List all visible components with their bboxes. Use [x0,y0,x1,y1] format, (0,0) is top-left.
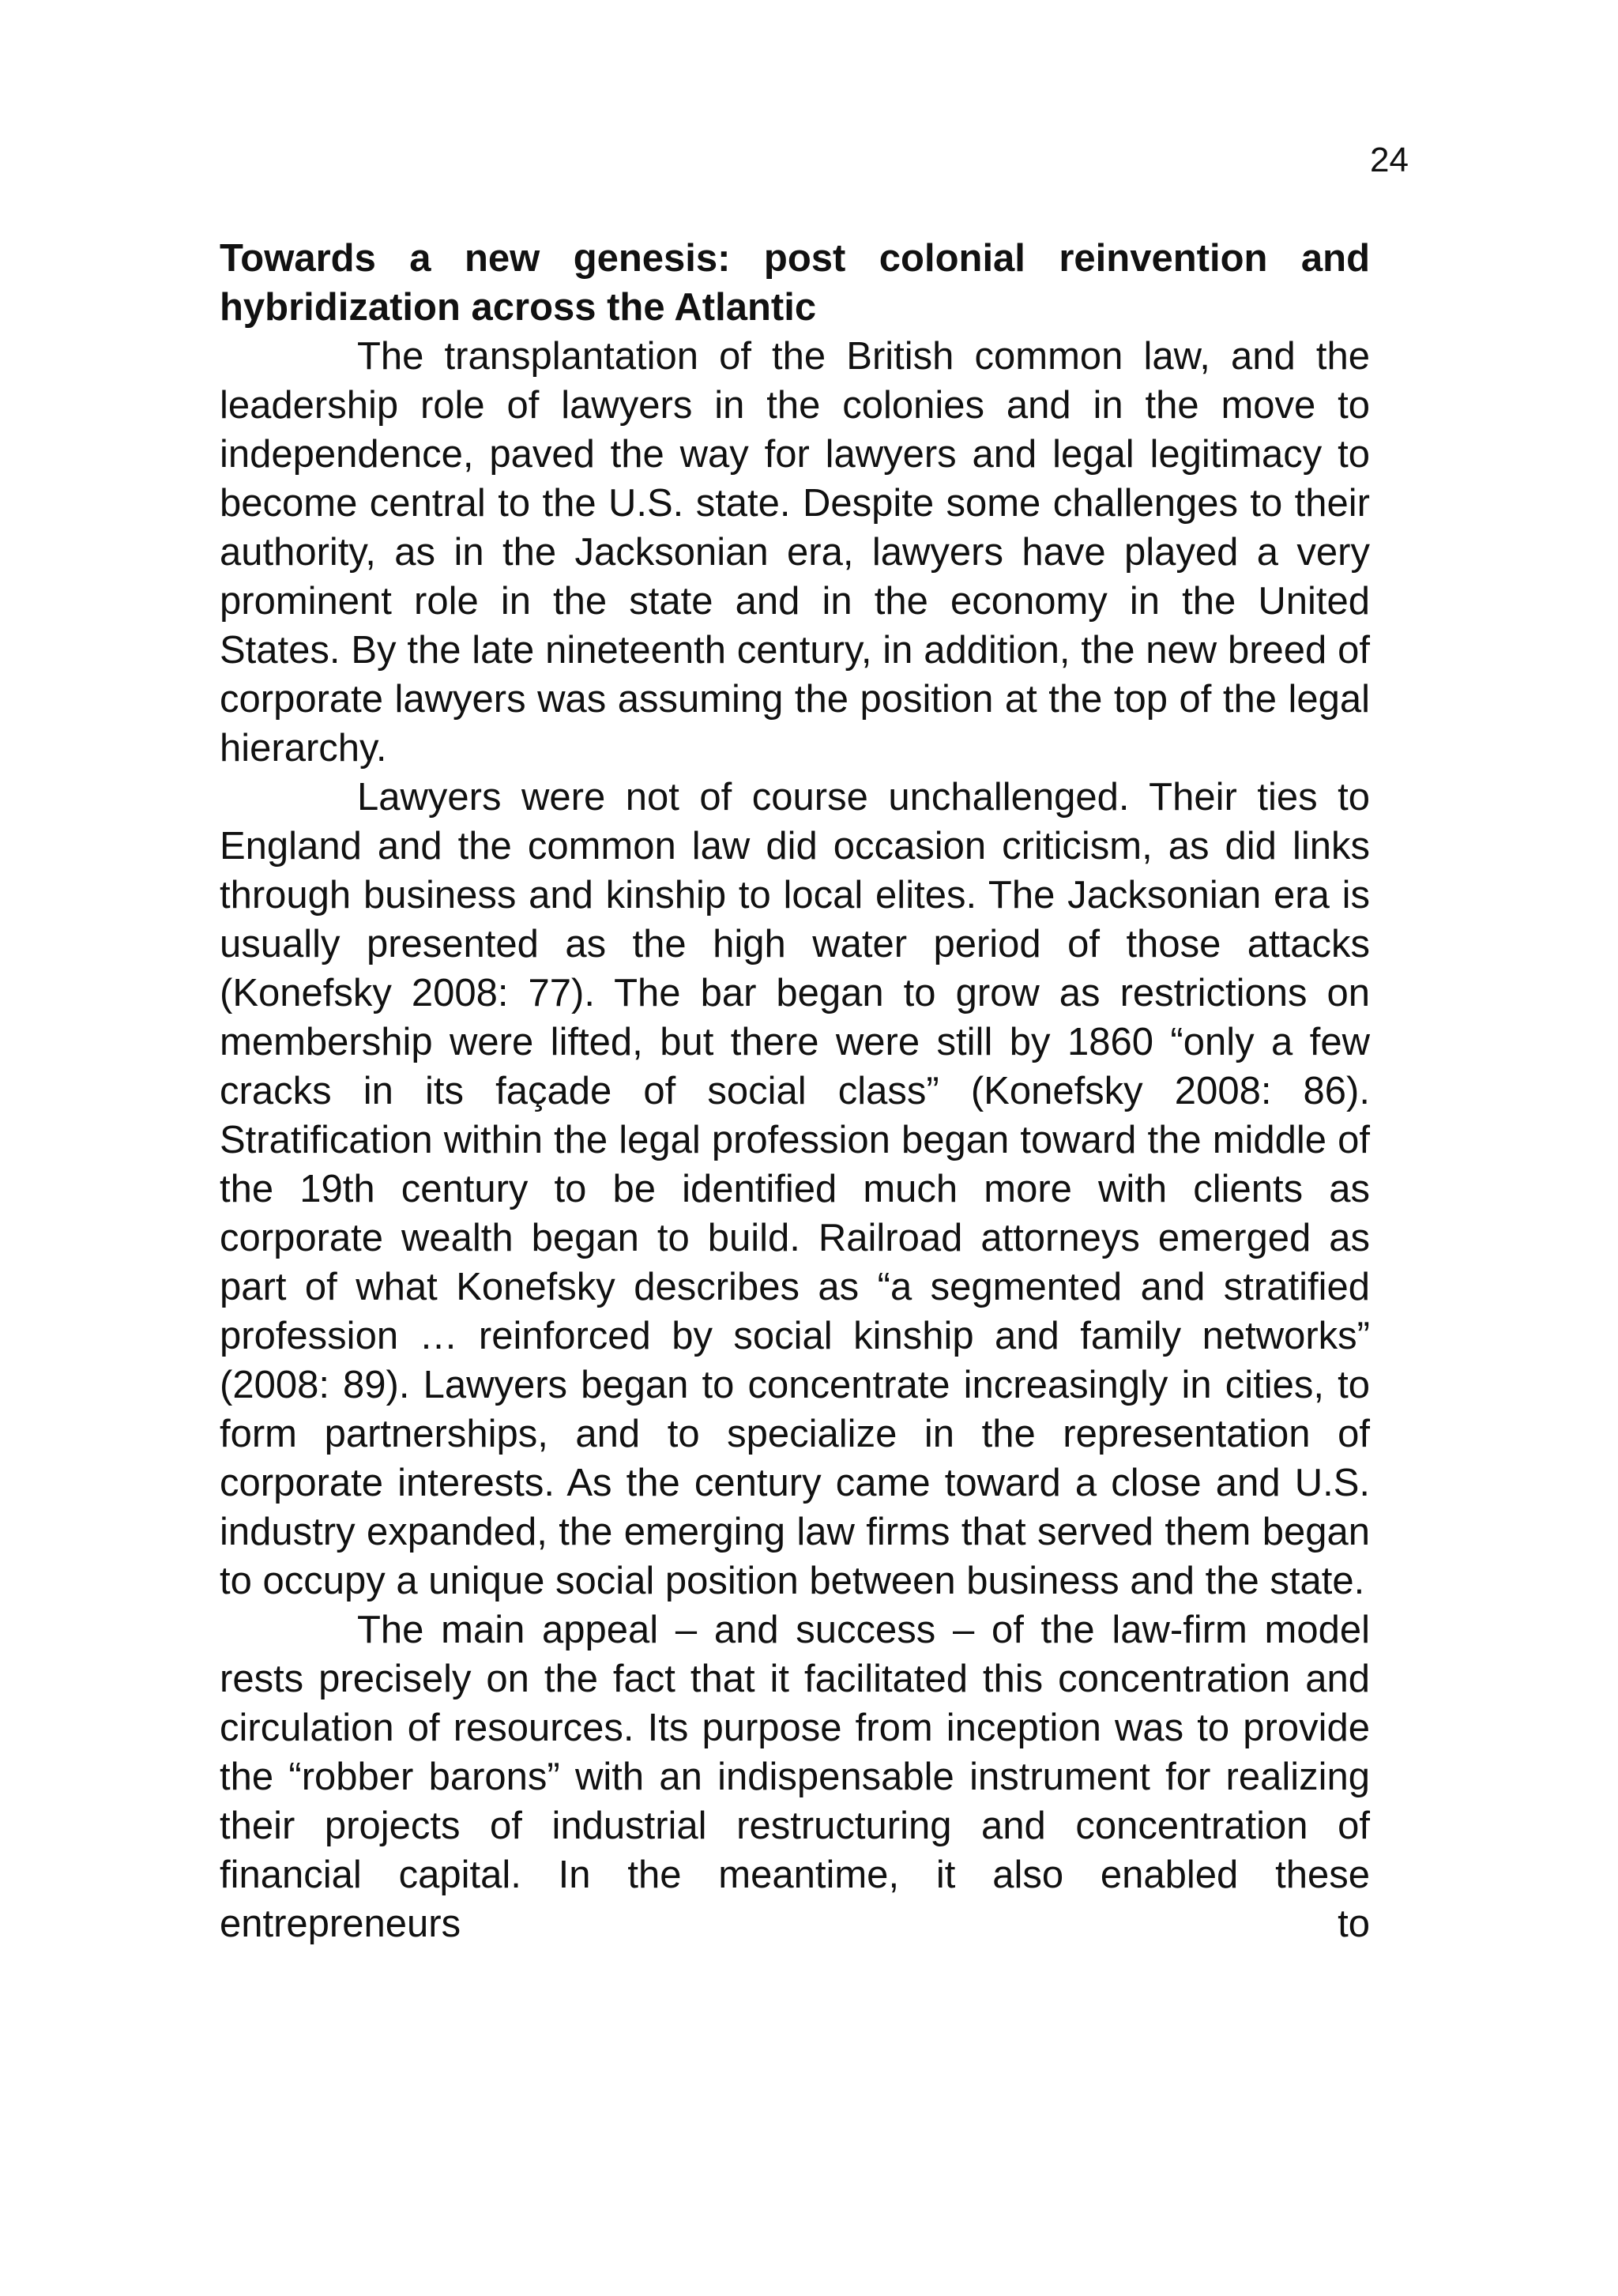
document-body [220,234,1370,1948]
paragraph-1: The transplantation of the British common law, and the leadership role of lawyers in the colonies and in the move to independence, paved the way for lawyers and legal legitimacy to become central to the U.S. state. Despite some challenges to their authority, as in the Jacksonian era, lawyers have played a very prominent role in the state and in the economy in the United States. By the late nineteenth century, in addition, the new breed of corporate lawyers was assuming the position at the top of the legal hierarchy. [220,335,1370,770]
paragraph-3: The main appeal – and success – of the law-firm model rests precisely on the fact that it facilitated this concentration and circulation of resources. Its purpose from inception was to provide the “robber barons” with an indispensable instrument for realizing their projects of industrial restructuring and concentration of financial capital. In the meantime, it also enabled these entrepreneurs to [220,1609,1370,1945]
paragraph-2: Lawyers were not of course unchallenged. Their ties to England and the common law did occasion criticism, as did links through business and kinship to local elites. The Jacksonian era is usually presented as the high water period of those attacks (Konefsky 2008: 77). The bar began to grow as restrictions on membership were lifted, but there were still by 1860 “only a few cracks in its façade of social class” (Konefsky 2008: 86). Stratification within the legal profession began toward the middle of the 19th century to be identified much more with clients as corporate wealth began to build. Railroad attorneys emerged as part of what Konefsky describes as “a segmented and stratified profession … reinforced by social kinship and family networks” (2008: 89). Lawyers began to concentrate increasingly in cities, to form partnerships, and to specialize in the representation of corporate interests. As the century came toward a close and U.S. industry expanded, the emerging law firms that served them began to occupy a unique social position between business and the state. [220,776,1370,1602]
section-heading: Towards a new genesis: post colonial reinvention and hybridization across the Atlantic [220,237,1370,329]
page-number: 24 [1370,141,1409,179]
